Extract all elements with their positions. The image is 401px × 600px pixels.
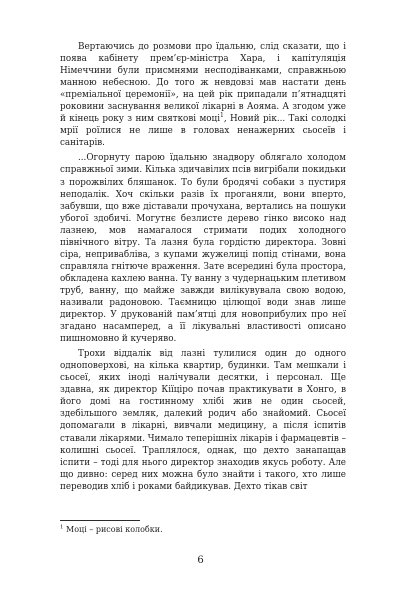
footnote-text: Моці – рисові колобки. — [66, 525, 163, 534]
footnote-divider — [60, 520, 140, 521]
footnote-mark: 1 — [60, 524, 64, 531]
body-text — [60, 41, 346, 493]
footnote-reference: 1 — [220, 112, 224, 120]
paragraph-1-text: Вертаючись до розмови про їдальню, слід сказати, що і поява кабінету прем’єр-міністра Хара, і капітуляція Німеччини були присмнями несподіванками, справжньою манною небесною. До того ж невдовзі мав настати день «преміальної церемонії», на цей рік припадали п’ятнадцяті роковини заснування великої лікарні в Аояма. А згодом уже й кінець року з ним святкові моці — [60, 42, 346, 125]
paragraph-3 — [60, 348, 346, 493]
paragraph-3-text: Трохи віддалік від лазні тулилися один до одного одноповерхові, на кілька квартир, будинки. Там мешкали і сьосеї, яких іноді налічували десятки, і персонал. Ще здавна, як директор Кіїціро почав практикувати в Хонго, в його домі на гостинному хлібі жив не один сьосей, здебільшого земляк, далекий родич або знайомий. Сьосеї допомагали в лікарні, вивчали медицину, а після іспитів ставали лікарями. Чимало теперішніх лікарів і фармацевтів – колишні сьосеї. Траплялося, однак, що дехто занапащав іспити – тоді для нього директор знаходив якусь роботу. Але що дивно: серед них можна було знайти і такого, хто лише переводив хліб і роками байдикував. Дехто тікав світ — [60, 349, 346, 492]
page-number: 6 — [197, 555, 204, 566]
paragraph-1-tail: , Новий рік... Такі солодкі мрії роїлися не лише в головах ненажерних сьосеїв і санітарів. — [60, 114, 346, 149]
paragraph-2 — [60, 152, 346, 345]
paragraph-1 — [60, 41, 346, 149]
footnote — [60, 525, 346, 535]
paragraph-2-text: ...Огорнуту парою їдальню знадвору облягало холодом справжньої зими. Кілька здичавілих псів вигрібали покидьки з порожвілих бляшанок. То були бродячі собаки з пустиря неподалік. Хоч скільки разів їх проганяли, вони вперто, забувши, що вже діставали прочухана, вертались на пошуки убогої здобичі. Могутнє безлисте дерево гінко високо над лазнею, мов намагалося стримати подих холодного північного вітру. Та лазня була гордістю директора. Зовні сіра, непривабліва, з купами жужелиці попід стінами, вона справляла гнітюче враження. Зате всередині була простора, обкладена кахлею ванна. Ту ванну з чудернацьким плетивом труб, ванну, що майже завжди вилікувувала свою водою, називали радоновою. Таємницю цілющої води знав лише директор. У друкованій пам’ятці для новоприбулих про неї згадано насамперед, а її лікувальні властивості описано пишномовно й кучеряво. — [60, 153, 346, 345]
